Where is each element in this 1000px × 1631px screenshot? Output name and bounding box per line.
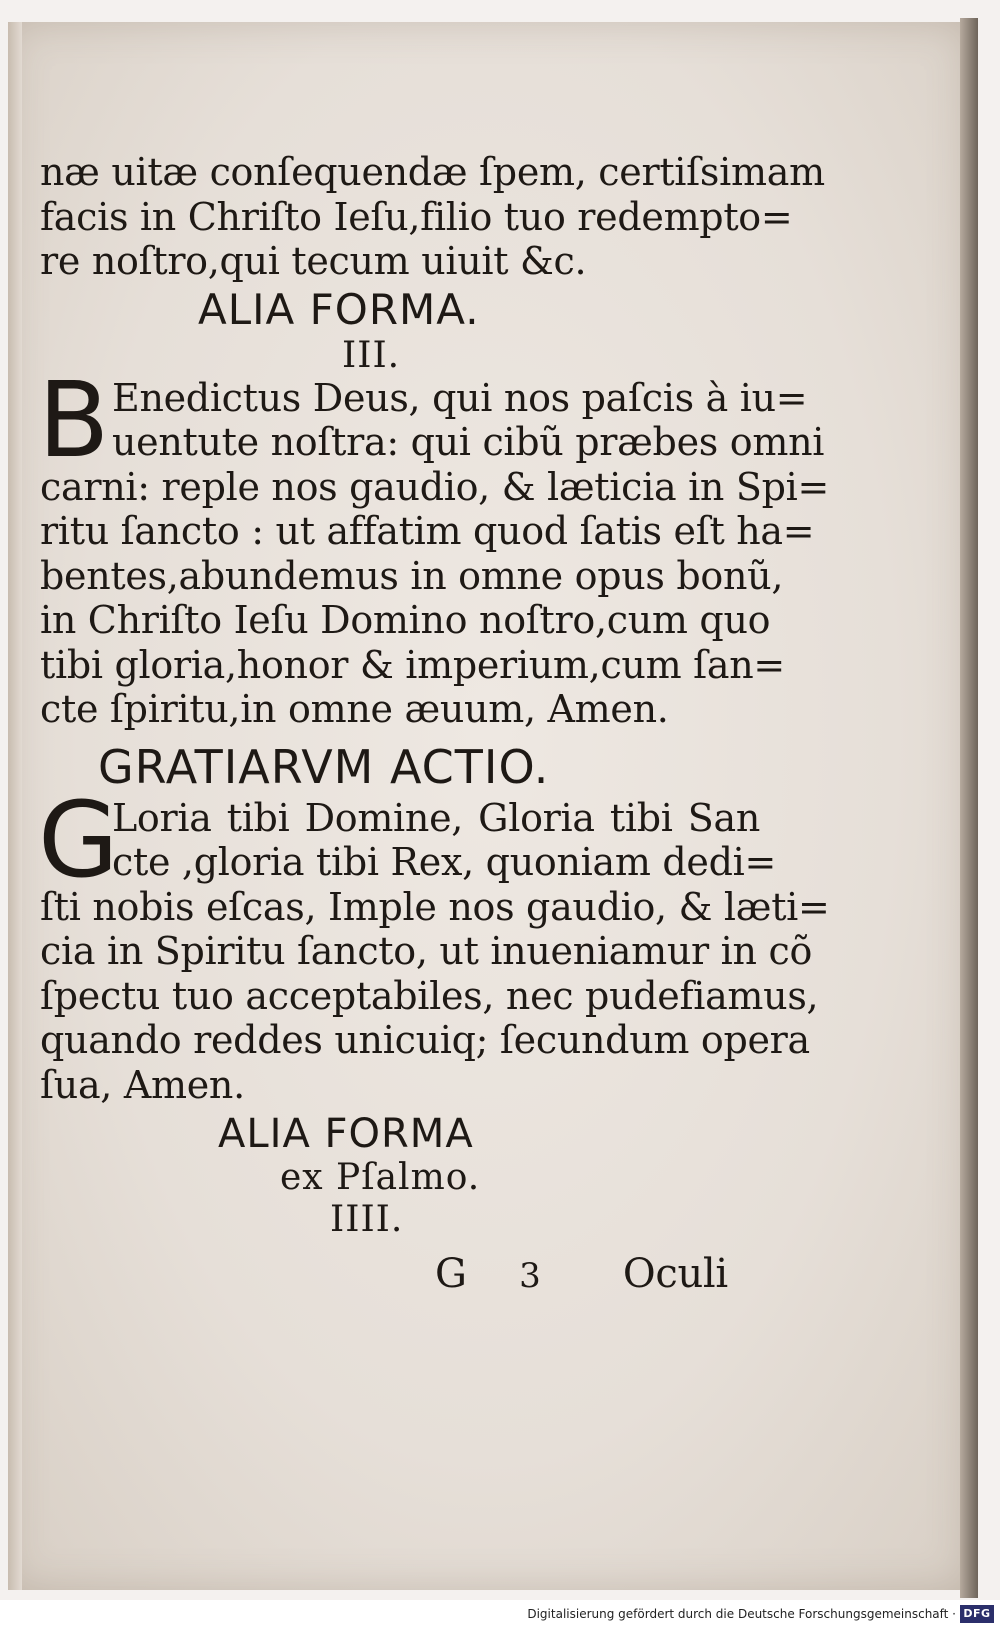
heading-alia-forma-2: ALIA FORMA bbox=[218, 1111, 474, 1157]
text-line: facis in Chriſto Ieſu,filio tuo redempto= bbox=[40, 194, 793, 239]
text-line: ſua, Amen. bbox=[40, 1062, 245, 1107]
text-line: re noſtro,qui tecum uiuit &c. bbox=[40, 239, 587, 283]
paragraph-benedictus bbox=[38, 358, 830, 732]
heading-gratiarum-actio: GRATIARVM ACTIO. bbox=[98, 739, 550, 794]
page-left-edge bbox=[8, 22, 22, 1590]
text-line: in Chriſto Ieſu Domino noſtro,cum quo bbox=[40, 598, 771, 642]
footer-credit: Digitalisierung gefördert durch die Deutsche Forschungsgemeinschaft · bbox=[527, 1607, 956, 1621]
text-line: tibi gloria,honor & imperium,cum ſan= bbox=[40, 642, 785, 687]
text-line: carni: reple nos gaudio, & læticia in Spi= bbox=[40, 464, 830, 509]
paragraph-gloria bbox=[38, 778, 830, 1108]
footer-bar bbox=[0, 1601, 1000, 1631]
text-line: næ uitæ conſequendæ ſpem, certiſsimam bbox=[40, 150, 825, 194]
text-line: bentes,abundemus in omne opus bonũ, bbox=[40, 553, 784, 598]
section-number: III. bbox=[342, 334, 401, 376]
page-right-edge bbox=[960, 18, 978, 1598]
drop-cap: B bbox=[38, 358, 110, 481]
text-line: uentute noſtra: qui cibũ præbes omni bbox=[112, 420, 825, 464]
text-line: Enedictus Deus, qui nos paſcis à iu= bbox=[112, 375, 808, 420]
text-line: cia in Spiritu ſancto, ut inueniamur in cõ bbox=[40, 929, 813, 973]
text-line: ritu ſancto : ut affatim quod ſatis eſt ha= bbox=[40, 509, 815, 553]
page-text bbox=[38, 150, 830, 1301]
section-number: IIII. bbox=[330, 1199, 404, 1240]
heading-alia-forma: ALIA FORMA. bbox=[198, 284, 480, 334]
catchword: Oculi bbox=[622, 1251, 728, 1297]
text-line: ſti nobis eſcas, Imple nos gaudio, & læti= bbox=[40, 884, 830, 929]
text-line: cte ,gloria tibi Rex, quoniam dedi= bbox=[112, 840, 776, 884]
subheading-ex-psalmo: ex Pſalmo. bbox=[280, 1157, 481, 1198]
signature-line bbox=[40, 1249, 760, 1301]
text-line: ſpectu tuo acceptabiles, nec pudefiamus, bbox=[40, 973, 819, 1018]
signature-mark: G bbox=[435, 1251, 467, 1297]
text-line: Loria tibi Domine, Gloria tibi San bbox=[112, 795, 760, 840]
drop-cap: G bbox=[38, 778, 119, 901]
text-line: cte ſpiritu,in omne æuum, Amen. bbox=[40, 687, 669, 731]
dfg-logo-icon: DFG bbox=[960, 1605, 994, 1623]
signature-number: 3 bbox=[519, 1256, 541, 1296]
text-line: quando reddes unicuiq; ſecundum opera bbox=[40, 1018, 810, 1062]
